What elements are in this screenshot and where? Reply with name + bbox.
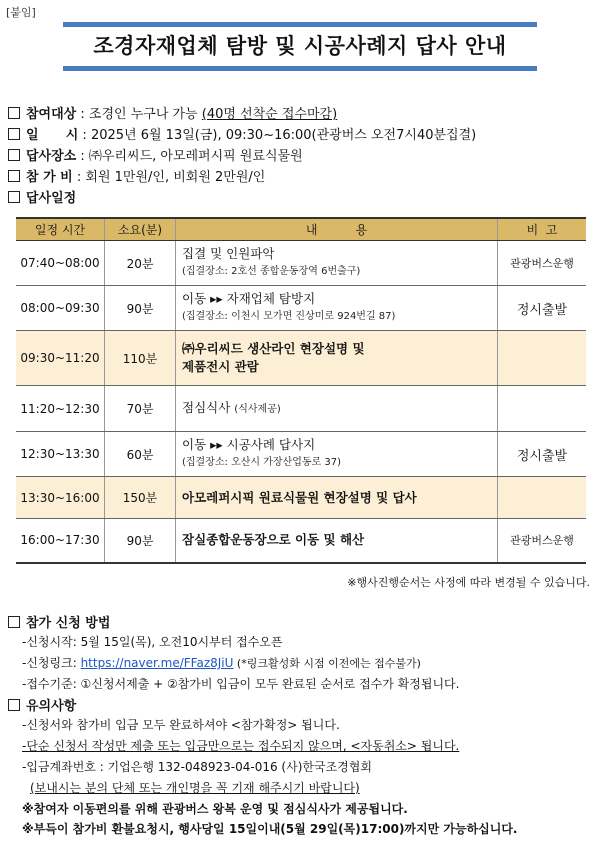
date-label: 일 시 [26,128,79,143]
row-main: 잠실종합운동장으로 이동 및 해산 [182,532,365,548]
row-content [176,519,498,563]
row-note: 관광버스운행 [498,519,587,563]
row-note: 정시출발 [498,286,587,331]
schedule-label: 답사일정 [26,191,77,206]
row-time: 13:30~16:00 [16,477,105,519]
header-time: 일정 시간 [16,218,105,241]
row-time: 16:00~17:30 [16,519,105,563]
place-value: ㈜우리씨드, 아모레퍼시픽 원료식물원 [88,149,303,164]
row-duration: 110분 [105,331,176,386]
row-sub: (집결장소: 2호선 종합운동장역 6번출구) [182,266,361,277]
place-label: 답사장소 [26,149,77,164]
title-bar-top [63,22,537,27]
info-section [8,104,598,209]
apply-heading [8,612,110,631]
row-main: 점심식사 [182,399,231,415]
row-time: 12:30~13:30 [16,432,105,477]
notes-line-4: (보내시는 분의 단체 또는 개인명을 꼭 기재 해주시기 바랍니다) [30,781,360,795]
table-row [16,241,586,286]
apply-link-line [22,654,421,671]
row-main: 집결 및 인원파악 [182,246,275,261]
info-place: 답사장소 : ㈜우리씨드, 아모레퍼시픽 원료식물원 [8,146,598,167]
row-duration: 150분 [105,477,176,519]
row-note [498,331,587,386]
header-duration: 소요(분) [105,218,176,241]
table-header-row [16,218,586,241]
header-note: 비 고 [498,218,587,241]
checkbox-icon [8,699,20,711]
row-sub: (집결장소: 이천시 모가면 진상미로 924번길 87) [182,311,396,322]
participants-value: 조경인 누구나 가능 [88,107,198,122]
notes-heading-text: 유의사항 [26,699,77,714]
row-content [176,331,498,386]
table-row [16,432,586,477]
participants-note: (40명 선착순 접수마감) [201,107,338,122]
checkbox-icon [8,107,20,119]
fee-value: 회원 1만원/인, 비회원 2만원/인 [85,170,266,185]
row-content [176,477,498,519]
notes-heading [8,695,76,714]
checkbox-icon [8,149,20,161]
row-duration: 90분 [105,286,176,331]
apply-link-note: (*링크활성화 시점 이전에는 접수불가) [233,657,421,670]
row-duration: 70분 [105,386,176,432]
info-schedule [8,188,598,209]
apply-criteria: -접수기준: ①신청서제출 + ②참가비 입금이 모두 완료된 순서로 접수가 확정됩니다. [22,677,460,691]
row-note: 관광버스운행 [498,241,587,286]
table-row [16,386,586,432]
row-time: 09:30~11:20 [16,331,105,386]
row-content [176,432,498,477]
notes-line-2: -단순 신청서 작성만 제출 또는 입금만으로는 접수되지 않으며, <자동취소> 됩니다. [22,739,460,753]
row-duration: 60분 [105,432,176,477]
header-content: 내 용 [176,218,498,241]
notes-line-1: -신청서와 참가비 입금 모두 완료하셔야 <참가확정> 됩니다. [22,718,340,732]
fee-label: 참 가 비 [26,170,73,185]
apply-start [22,633,282,650]
schedule-table [16,217,586,564]
apply-start-value: 5월 15일(목), 오전10시부터 접수오픈 [80,635,283,649]
date-value: 2025년 6월 13일(금), 09:30~16:00(관광버스 오전7시40분집결) [90,128,477,143]
row-main: 이동 ▸▸ 시공사례 답사지 [182,437,316,452]
table-row [16,331,586,386]
info-participants: 참여대상 : 조경인 누구나 가능 (40명 선착순 접수마감) [8,104,598,125]
row-main: 아모레퍼시픽 원료식물원 현장설명 및 답사 [182,489,417,505]
info-date: 일 시 : 2025년 6월 13일(금), 09:30~16:00(관광버스 오전7시40분집결) [8,125,598,146]
row-main-2: 제품전시 관람 [182,359,259,374]
row-duration: 90분 [105,519,176,563]
row-sub: (식사제공) [234,403,281,415]
checkbox-icon [8,191,20,203]
participants-label: 참여대상 [26,107,77,122]
row-content [176,386,498,432]
table-row [16,519,586,563]
row-time: 07:40~08:00 [16,241,105,286]
row-note [498,477,587,519]
checkbox-icon [8,170,20,182]
apply-heading-text: 참가 신청 방법 [26,616,111,631]
row-note [498,386,587,432]
row-content [176,241,498,286]
table-row [16,477,586,519]
apply-link-label: -신청링크: [22,656,81,670]
checkbox-icon [8,128,20,140]
table-row [16,286,586,331]
page-title: 조경자재업체 탐방 및 시공사례지 답사 안내 [93,34,507,58]
row-note: 정시출발 [498,432,587,477]
notes-bold-1: ※참여자 이동편의를 위해 관광버스 왕복 운영 및 점심식사가 제공됩니다. [22,802,408,816]
row-time: 08:00~09:30 [16,286,105,331]
apply-link[interactable]: https://naver.me/FFaz8JiU [80,656,234,670]
schedule-footnote: ※행사진행순서는 사정에 따라 변경될 수 있습니다. [347,576,590,589]
title-bar-bottom [63,66,537,71]
row-duration: 20분 [105,241,176,286]
notes-line-3: -입금계좌번호 : 기업은행 132-048923-04-016 (사)한국조경협회 [22,760,372,774]
row-sub: (집결장소: 오산시 가장산업동로 37) [182,457,342,468]
apply-start-label: -신청시작: [22,635,81,649]
info-fee: 참 가 비 : 회원 1만원/인, 비회원 2만원/인 [8,167,598,188]
notes-bold-2: ※부득이 참가비 환불요청시, 행사당일 15일이내(5월 29일(목)17:00)까지만 가능하십니다. [22,822,518,836]
row-time: 11:20~12:30 [16,386,105,432]
attachment-tag: [붙임] [6,6,36,19]
row-content [176,286,498,331]
row-main: 이동 ▸▸ 자재업체 탐방지 [182,291,316,306]
checkbox-icon [8,616,20,628]
row-main: ㈜우리씨드 생산라인 현장설명 및 [182,341,365,356]
